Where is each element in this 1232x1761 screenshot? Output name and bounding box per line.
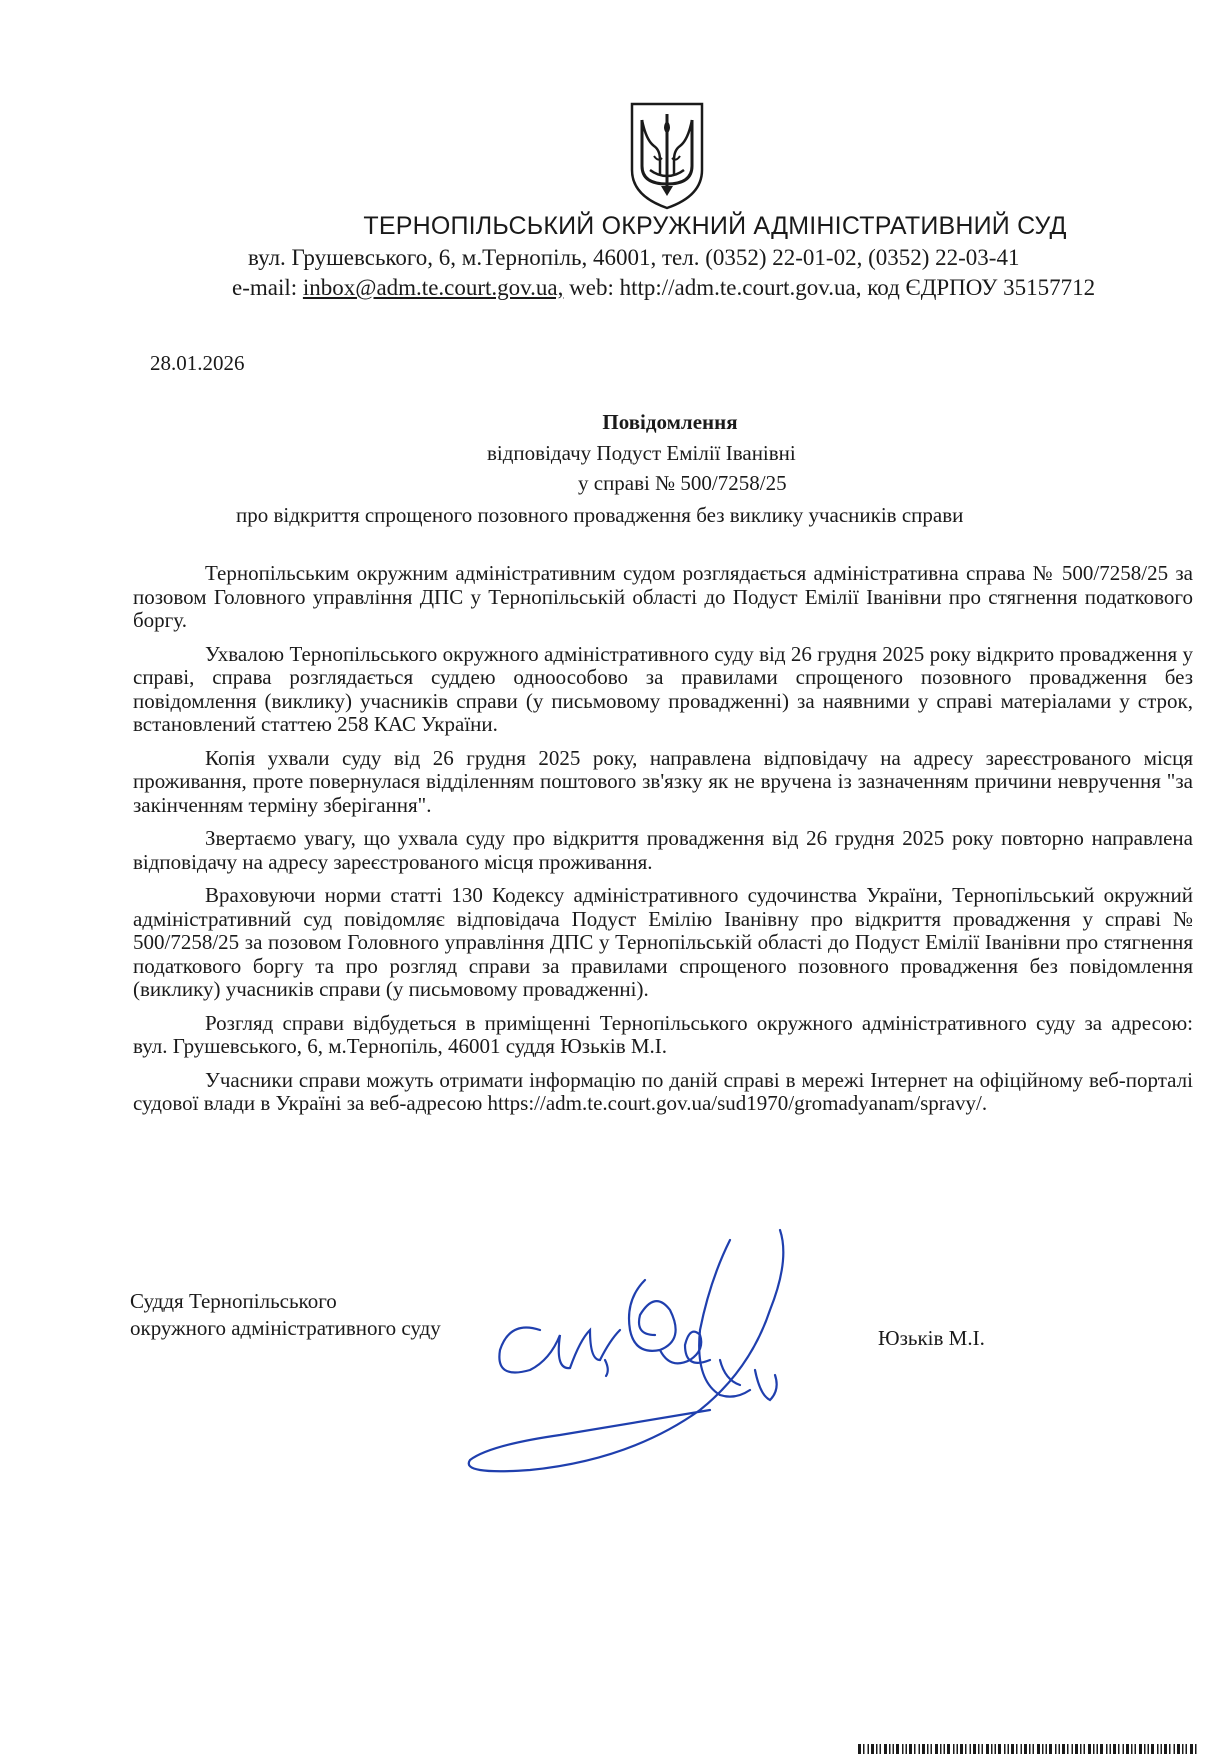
barcode-bar <box>947 1744 950 1754</box>
barcode-bar <box>1097 1744 1099 1754</box>
barcode-bar <box>884 1744 887 1754</box>
barcode-bar <box>1004 1744 1006 1754</box>
barcode-bar <box>1042 1744 1044 1754</box>
barcode-bar <box>893 1744 895 1754</box>
barcode-bar <box>1021 1744 1023 1754</box>
barcode-bar <box>1186 1744 1188 1754</box>
barcode-bar <box>1169 1744 1171 1754</box>
notice-case-number: у справі № 500/7258/25 <box>578 471 787 495</box>
barcode-bar <box>1161 1744 1163 1754</box>
court-contacts <box>232 275 1095 301</box>
barcode-bar <box>896 1744 899 1754</box>
barcode-bar <box>1011 1744 1014 1754</box>
barcode-bar <box>965 1744 967 1754</box>
barcode-bar <box>906 1744 908 1754</box>
barcode-bar <box>1059 1744 1061 1754</box>
barcode-bar <box>1067 1744 1069 1754</box>
barcode-bar <box>1008 1744 1010 1754</box>
barcode-bar <box>1093 1744 1095 1754</box>
barcode-bar <box>927 1744 929 1754</box>
trident-emblem-icon <box>628 100 706 212</box>
barcode-bar <box>944 1744 946 1754</box>
paragraph: Звертаємо увагу, що ухвала суду про відкриття провадження від 26 грудня 2025 року повторно направлена відповідачу на адресу зареєстрованого місця проживання. <box>133 826 1193 874</box>
barcode-bar <box>1164 1744 1167 1754</box>
court-name <box>120 212 1232 241</box>
barcode-bar <box>1029 1744 1031 1754</box>
barcode-bar <box>986 1744 989 1754</box>
barcode-bar <box>876 1744 878 1754</box>
barcode-bar <box>991 1744 993 1754</box>
signatory-position <box>130 1288 441 1342</box>
barcode-bar <box>998 1744 1001 1754</box>
barcode-bar <box>1182 1744 1184 1754</box>
document-barcode <box>858 1744 1198 1754</box>
barcode-bar <box>995 1744 997 1754</box>
email-link[interactable]: inbox@adm.te.court.gov.ua, <box>302 275 564 300</box>
paragraph: Ухвалою Тернопільського окружного адміністративного суду від 26 грудня 2025 року відкрито провадження у справі, справа розглядається суддею одноособово за правилами спрощеного позовного провадження без повідомлення (виклику) учасників справи (у письмовому провадженні) за наявними у справі матеріалами у строк, встановлений статтею 258 КАС України. <box>133 641 1193 736</box>
barcode-bar <box>922 1744 925 1754</box>
court-name-text: ТЕРНОПІЛЬСЬКИЙ ОКРУЖНИЙ АДМІНІСТРАТИВНИЙ СУД <box>363 212 1067 240</box>
barcode-bar <box>1024 1744 1027 1754</box>
notice-body <box>133 562 1193 1126</box>
paragraph: Тернопільським окружним адміністративним судом розглядається адміністративна справа № 500/7258/25 за позовом Головного управління ДПС у Тернопільській області до Подуст Емілії Іванівни про стягнення податкового боргу. <box>133 561 1193 632</box>
document-date: 28.01.2026 <box>150 351 245 375</box>
barcode-bar <box>889 1744 891 1754</box>
barcode-bar <box>1016 1744 1018 1754</box>
barcode-bar <box>931 1744 933 1754</box>
barcode-bar <box>1144 1744 1146 1754</box>
barcode-bar <box>1195 1744 1197 1754</box>
barcode-bar <box>1062 1744 1065 1754</box>
barcode-bar <box>970 1744 972 1754</box>
barcode-bar <box>1084 1744 1086 1754</box>
barcode-bar <box>957 1744 959 1754</box>
notice-subject: про відкриття спрощеного позовного провадження без виклику учасників справи <box>236 503 964 527</box>
barcode-bar <box>868 1744 870 1754</box>
barcode-bar <box>1135 1744 1137 1754</box>
barcode-bar <box>960 1744 963 1754</box>
barcode-bar <box>871 1744 874 1754</box>
barcode-bar <box>1080 1744 1082 1754</box>
barcode-bar <box>1055 1744 1057 1754</box>
barcode-bar <box>982 1744 984 1754</box>
position-line: Суддя Тернопільського <box>130 1289 337 1313</box>
barcode-bar <box>1049 1744 1052 1754</box>
barcode-bar <box>914 1744 916 1754</box>
barcode-bar <box>1075 1744 1078 1754</box>
barcode-bar <box>1126 1744 1129 1754</box>
barcode-bar <box>880 1744 882 1754</box>
barcode-bar <box>1151 1744 1154 1754</box>
email-label: e-mail: <box>232 275 303 300</box>
handwritten-signature <box>450 1220 870 1520</box>
barcode-bar <box>1033 1744 1035 1754</box>
barcode-bar <box>1110 1744 1112 1754</box>
barcode-bar <box>1148 1744 1150 1754</box>
barcode-bar <box>935 1744 938 1754</box>
barcode-bar <box>1157 1744 1159 1754</box>
barcode-bar <box>1088 1744 1091 1754</box>
barcode-bar <box>1113 1744 1116 1754</box>
court-address: вул. Грушевського, 6, м.Тернопіль, 46001, тел. (0352) 22-01-02, (0352) 22-03-41 <box>248 245 1020 270</box>
barcode-bar <box>1177 1744 1180 1754</box>
barcode-bar <box>1118 1744 1120 1754</box>
position-line: окружного адміністративного суду <box>130 1316 441 1340</box>
notice-recipient: відповідачу Подуст Емілії Іванівні <box>487 441 796 465</box>
paragraph: Учасники справи можуть отримати інформацію по даній справі в мережі Інтернет на офіційному веб-порталі судової влади в Україні за веб-адресою https://adm.te.court.gov.ua/sud1970/gromadyanam/spravy/. <box>133 1067 1193 1115</box>
barcode-bar <box>1190 1744 1193 1754</box>
notice-title: Повідомлення <box>602 410 738 434</box>
barcode-bar <box>978 1744 980 1754</box>
barcode-bar <box>1046 1744 1048 1754</box>
barcode-bar <box>1139 1744 1142 1754</box>
barcode-bar <box>1106 1744 1108 1754</box>
barcode-bar <box>1131 1744 1133 1754</box>
web-and-code: web: http://adm.te.court.gov.ua, код ЄДРПОУ 35157712 <box>563 275 1096 300</box>
barcode-bar <box>973 1744 976 1754</box>
barcode-bar <box>863 1744 865 1754</box>
barcode-bar <box>909 1744 912 1754</box>
paragraph: Враховуючи норми статті 130 Кодексу адміністративного судочинства України, Тернопільський окружний адміністративний суд повідомляє відповідача Подуст Емілію Іванівну про відкриття провадження у справі № 500/7258/25 за позовом Головного управління ДПС у Тернопільській області до Подуст Емілії Іванівни про стягнення податкового боргу та про розгляд справи за правилами спрощеного позовного провадження без повідомлення (виклику) учасників справи (у письмовому провадженні). <box>133 883 1193 1001</box>
paragraph: Розгляд справи відбудеться в приміщенні Тернопільського окружного адміністративного суду за адресою: вул. Грушевського, 6, м.Тернопіль, 46001 суддя Юзьків М.І. <box>133 1010 1193 1058</box>
barcode-bar <box>1123 1744 1125 1754</box>
barcode-bar <box>902 1744 904 1754</box>
paragraph: Копія ухвали суду від 26 грудня 2025 року, направлена відповідачу на адресу зареєстрованого місця проживання, проте повернулася відділенням поштового зв'язку як не вручена із зазначенням причини невручення "за закінченням терміну зберігання". <box>133 745 1193 817</box>
barcode-bar <box>953 1744 955 1754</box>
barcode-bar <box>1174 1744 1176 1754</box>
barcode-bar <box>940 1744 942 1754</box>
barcode-bar <box>858 1744 861 1754</box>
signatory-name: Юзьків М.І. <box>878 1326 985 1350</box>
barcode-bar <box>1037 1744 1040 1754</box>
barcode-bar <box>1100 1744 1103 1754</box>
barcode-bar <box>1072 1744 1074 1754</box>
barcode-bar <box>919 1744 921 1754</box>
